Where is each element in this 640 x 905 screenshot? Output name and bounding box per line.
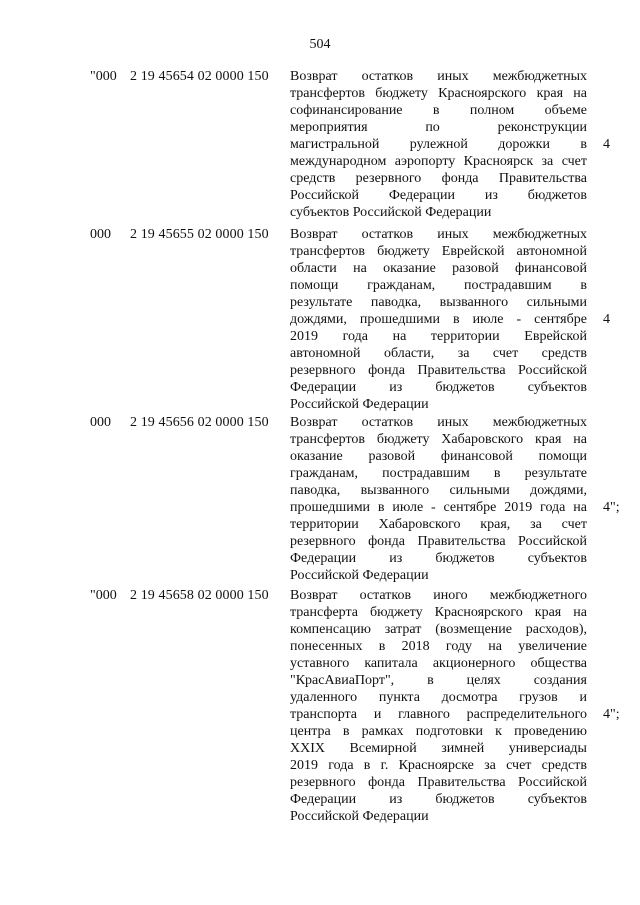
description-word: резервного: [355, 171, 422, 186]
description-word: рулежной: [409, 137, 468, 152]
description-word: бюджетов: [435, 792, 495, 807]
description-word: вызванного: [439, 295, 509, 310]
description-line: [290, 85, 587, 102]
description-word: и: [579, 690, 587, 705]
description-line: [290, 740, 587, 757]
description-word: паводка,: [290, 483, 341, 498]
budget-classification-code: 2 19 45654 02 0000 150: [130, 69, 269, 84]
description-word: бюджету: [377, 244, 430, 259]
description-word: финансовой: [440, 449, 513, 464]
description-word: в: [342, 724, 350, 739]
description-word: прошедшими: [290, 500, 371, 515]
description-word: на: [573, 432, 587, 447]
description-word: Российской: [518, 363, 587, 378]
description-line: [290, 345, 587, 362]
description-word: июле: [472, 312, 504, 327]
description-line: [290, 362, 587, 379]
description-line: [290, 119, 587, 136]
description-line: [290, 604, 587, 621]
description-word: бюджетов: [435, 380, 495, 395]
description-word: фонда: [441, 171, 479, 186]
description-word: Правительства: [417, 775, 506, 790]
description-word: Правительства: [417, 534, 506, 549]
description-word: распределительного: [466, 707, 587, 722]
description-word: на: [573, 86, 587, 101]
description-word: Возврат: [290, 415, 338, 430]
description-word: софинансирование: [290, 103, 403, 118]
description-line: [290, 516, 587, 533]
description-line: [290, 550, 587, 567]
description-line: [290, 587, 587, 604]
description-word: "КрасАвиаПорт",: [290, 673, 395, 688]
description-line: [290, 638, 587, 655]
description-word: пострадавшим: [382, 466, 470, 481]
description-word: капитала: [364, 656, 418, 671]
description-word: на: [488, 639, 503, 654]
description-word: универсиады: [508, 741, 587, 756]
description-word: результате: [524, 466, 587, 481]
description-word: 2019: [504, 500, 533, 515]
description-word: сентябре: [534, 312, 587, 327]
description-word: межбюджетного: [489, 588, 587, 603]
description-line: [290, 774, 587, 791]
description-word: мероприятия: [290, 120, 368, 135]
description-line: [290, 311, 587, 328]
description-word: компенсацию: [290, 622, 371, 637]
norm-value: 4";: [603, 707, 620, 722]
description-word: Красноярск: [463, 154, 534, 169]
description-word: дорожки: [498, 137, 550, 152]
description-word: трансфертов: [290, 86, 366, 101]
description-word: прошедшими: [359, 312, 440, 327]
description-word: создания: [533, 673, 587, 688]
description-word: года: [328, 758, 354, 773]
description-word: резервного: [290, 363, 356, 378]
description-line: [290, 136, 587, 153]
description-word: грузов: [519, 690, 558, 705]
description-word: Красноярске: [398, 758, 474, 773]
description-word: Правительства: [417, 363, 506, 378]
description-line: [290, 170, 587, 187]
description-word: края: [536, 86, 564, 101]
description-word: Хабаровского: [378, 517, 461, 532]
description-word: сильными: [449, 483, 510, 498]
description-word: (возмещение: [435, 622, 512, 637]
description-line: [290, 260, 587, 277]
description-word: г.: [380, 758, 389, 773]
description-word: центра: [290, 724, 331, 739]
description-word: бюджету: [375, 86, 428, 101]
description-word: резервного: [290, 775, 356, 790]
description-word: из: [389, 380, 403, 395]
description-word: Возврат: [290, 588, 338, 603]
description-word: Федерации: [290, 380, 357, 395]
code-description: [290, 414, 587, 584]
description-word: за: [530, 517, 542, 532]
description-line: [290, 102, 587, 119]
description-word: фонда: [368, 534, 405, 549]
description-word: вызванного: [360, 483, 430, 498]
description-word: Федерации: [388, 188, 455, 203]
description-line: [290, 672, 587, 689]
code-description: [290, 587, 587, 825]
description-line: [290, 68, 587, 85]
budget-classification-code: 2 19 45655 02 0000 150: [130, 227, 269, 242]
description-word: разовой: [452, 261, 499, 276]
description-word: счет: [561, 154, 587, 169]
description-line: [290, 277, 587, 294]
description-word: зимней: [441, 741, 485, 756]
description-line: [290, 448, 587, 465]
description-word: в: [427, 673, 434, 688]
description-word: Возврат: [290, 69, 338, 84]
description-word: Российской: [518, 534, 587, 549]
description-word: в: [363, 758, 371, 773]
description-word: году: [445, 639, 473, 654]
description-word: результате: [290, 295, 353, 310]
description-word: Федерации: [290, 551, 357, 566]
description-word: Еврейской: [441, 244, 505, 259]
description-word: на: [353, 261, 367, 276]
description-word: Российской: [290, 188, 359, 203]
description-word: XXIX: [290, 741, 325, 756]
description-word: дождями,: [530, 483, 587, 498]
description-word: общества: [530, 656, 587, 671]
description-word: иного: [433, 588, 468, 603]
description-word: из: [389, 792, 403, 807]
description-word: трансферта: [290, 605, 358, 620]
description-word: уставного: [290, 656, 350, 671]
description-word: Красноярского: [434, 605, 523, 620]
description-word: автономной: [290, 346, 361, 361]
description-word: полном: [469, 103, 515, 118]
page-number: 504: [309, 37, 331, 52]
description-line: [290, 621, 587, 638]
description-word: по: [425, 120, 440, 135]
description-word: средств: [541, 758, 587, 773]
description-word: на: [573, 605, 587, 620]
description-line: [290, 533, 587, 550]
code-description: [290, 68, 587, 221]
description-line: [290, 499, 587, 516]
budget-classification-code: 2 19 45656 02 0000 150: [130, 415, 269, 430]
description-word: за: [484, 758, 496, 773]
description-word: иных: [437, 69, 469, 84]
description-word: в: [377, 500, 385, 515]
description-word: магистральной: [290, 137, 380, 152]
description-word: акционерного: [432, 656, 516, 671]
description-word: края: [534, 605, 562, 620]
description-word: трансфертов: [290, 432, 366, 447]
description-word: Красноярского: [438, 86, 527, 101]
description-line: [290, 791, 587, 808]
description-word: субъектов: [527, 792, 587, 807]
description-line: субъектов Российской Федерации: [290, 205, 492, 220]
admin-code: "000: [90, 588, 117, 603]
description-word: из: [484, 188, 498, 203]
description-word: удаленного: [290, 690, 358, 705]
description-word: субъектов: [527, 380, 587, 395]
admin-code: "000: [90, 69, 117, 84]
description-word: фонда: [368, 363, 405, 378]
description-line: [290, 706, 587, 723]
description-word: сентябре: [443, 500, 497, 515]
description-line: Российской Федерации: [290, 809, 429, 824]
description-word: в: [452, 312, 460, 327]
description-word: средств: [541, 346, 587, 361]
description-word: целях: [466, 673, 501, 688]
description-word: субъектов: [527, 551, 587, 566]
description-word: межбюджетных: [492, 227, 587, 242]
description-word: в: [432, 103, 440, 118]
description-word: затрат: [384, 622, 422, 637]
description-word: автономной: [516, 244, 587, 259]
description-line: [290, 294, 587, 311]
description-line: Российской Федерации: [290, 568, 429, 583]
description-word: дождями,: [290, 312, 347, 327]
description-word: оказание: [290, 449, 343, 464]
description-word: сильными: [526, 295, 587, 310]
description-word: года: [540, 500, 566, 515]
description-word: паводка,: [370, 295, 422, 310]
description-word: гражданам,: [367, 278, 436, 293]
description-word: счет: [561, 517, 587, 532]
description-line: [290, 757, 587, 774]
description-word: помощи: [290, 278, 339, 293]
description-word: за: [457, 346, 470, 361]
description-word: досмотра: [441, 690, 498, 705]
description-line: [290, 379, 587, 396]
description-word: Всемирной: [349, 741, 417, 756]
description-word: Федерации: [290, 792, 357, 807]
description-word: остатков: [359, 588, 412, 603]
description-word: резервного: [290, 534, 356, 549]
description-word: гражданам,: [290, 466, 359, 481]
description-word: бюджету: [369, 605, 423, 620]
description-word: иных: [437, 227, 469, 242]
description-word: оказание: [383, 261, 436, 276]
norm-value: 4: [603, 312, 610, 327]
description-line: [290, 226, 587, 243]
description-word: Возврат: [290, 227, 338, 242]
description-line: [290, 187, 587, 204]
description-word: из: [389, 551, 403, 566]
description-word: и: [373, 707, 382, 722]
description-line: [290, 243, 587, 260]
description-word: разовой: [368, 449, 416, 464]
description-word: Хабаровского: [441, 432, 524, 447]
budget-classification-code: 2 19 45658 02 0000 150: [130, 588, 269, 603]
description-word: в: [580, 137, 587, 152]
description-word: трансфертов: [290, 244, 366, 259]
description-word: бюджету: [376, 432, 430, 447]
description-word: понесенных: [290, 639, 363, 654]
description-line: [290, 153, 587, 170]
description-word: года: [342, 329, 368, 344]
description-line: [290, 328, 587, 345]
description-word: аэропорту: [394, 154, 456, 169]
description-word: транспорта: [290, 707, 358, 722]
description-line: [290, 431, 587, 448]
admin-code: 000: [90, 227, 111, 242]
description-word: территории: [290, 517, 359, 532]
description-word: пострадавшим: [463, 278, 552, 293]
description-word: объеме: [544, 103, 587, 118]
description-word: остатков: [361, 415, 414, 430]
description-word: Правительства: [498, 171, 587, 186]
description-word: рамках: [361, 724, 404, 739]
description-word: помощи: [538, 449, 587, 464]
description-word: края: [535, 432, 562, 447]
description-word: на: [573, 500, 587, 515]
description-word: -: [516, 312, 522, 327]
description-line: Российской Федерации: [290, 397, 429, 412]
description-word: на: [392, 329, 407, 344]
description-word: счет: [506, 758, 532, 773]
description-word: области: [290, 261, 337, 276]
description-word: иных: [437, 415, 469, 430]
description-word: в: [580, 278, 587, 293]
admin-code: 000: [90, 415, 111, 430]
description-word: увеличение: [518, 639, 587, 654]
description-word: за: [541, 154, 554, 169]
description-word: бюджетов: [527, 188, 587, 203]
description-word: бюджетов: [435, 551, 495, 566]
description-word: территории: [430, 329, 500, 344]
description-word: Российской: [518, 775, 587, 790]
norm-value: 4";: [603, 500, 620, 515]
description-word: межбюджетных: [492, 69, 587, 84]
description-word: 2019: [290, 329, 318, 344]
description-line: [290, 414, 587, 431]
description-word: к: [495, 724, 502, 739]
description-word: остатков: [361, 69, 414, 84]
description-word: фонда: [368, 775, 405, 790]
description-word: 2019: [290, 758, 318, 773]
norm-value: 4: [603, 137, 610, 152]
description-word: расходов),: [525, 622, 587, 637]
description-line: [290, 465, 587, 482]
description-word: проведению: [514, 724, 587, 739]
description-word: счет: [492, 346, 519, 361]
description-line: [290, 689, 587, 706]
description-word: подготовки: [415, 724, 483, 739]
code-description: [290, 226, 587, 413]
description-word: в: [493, 466, 501, 481]
description-word: международном: [290, 154, 387, 169]
description-word: главного: [398, 707, 450, 722]
description-line: [290, 482, 587, 499]
description-word: финансовой: [515, 261, 587, 276]
description-word: 2018: [401, 639, 430, 654]
description-word: пункта: [378, 690, 420, 705]
description-word: края,: [480, 517, 511, 532]
description-word: области,: [383, 346, 435, 361]
description-word: в: [378, 639, 386, 654]
description-word: -: [431, 500, 436, 515]
description-word: межбюджетных: [492, 415, 587, 430]
description-word: реконструкции: [497, 120, 587, 135]
description-word: остатков: [361, 227, 414, 242]
description-word: средств: [290, 171, 336, 186]
description-word: июле: [392, 500, 424, 515]
description-line: [290, 723, 587, 740]
description-line: [290, 655, 587, 672]
description-word: Еврейской: [524, 329, 587, 344]
